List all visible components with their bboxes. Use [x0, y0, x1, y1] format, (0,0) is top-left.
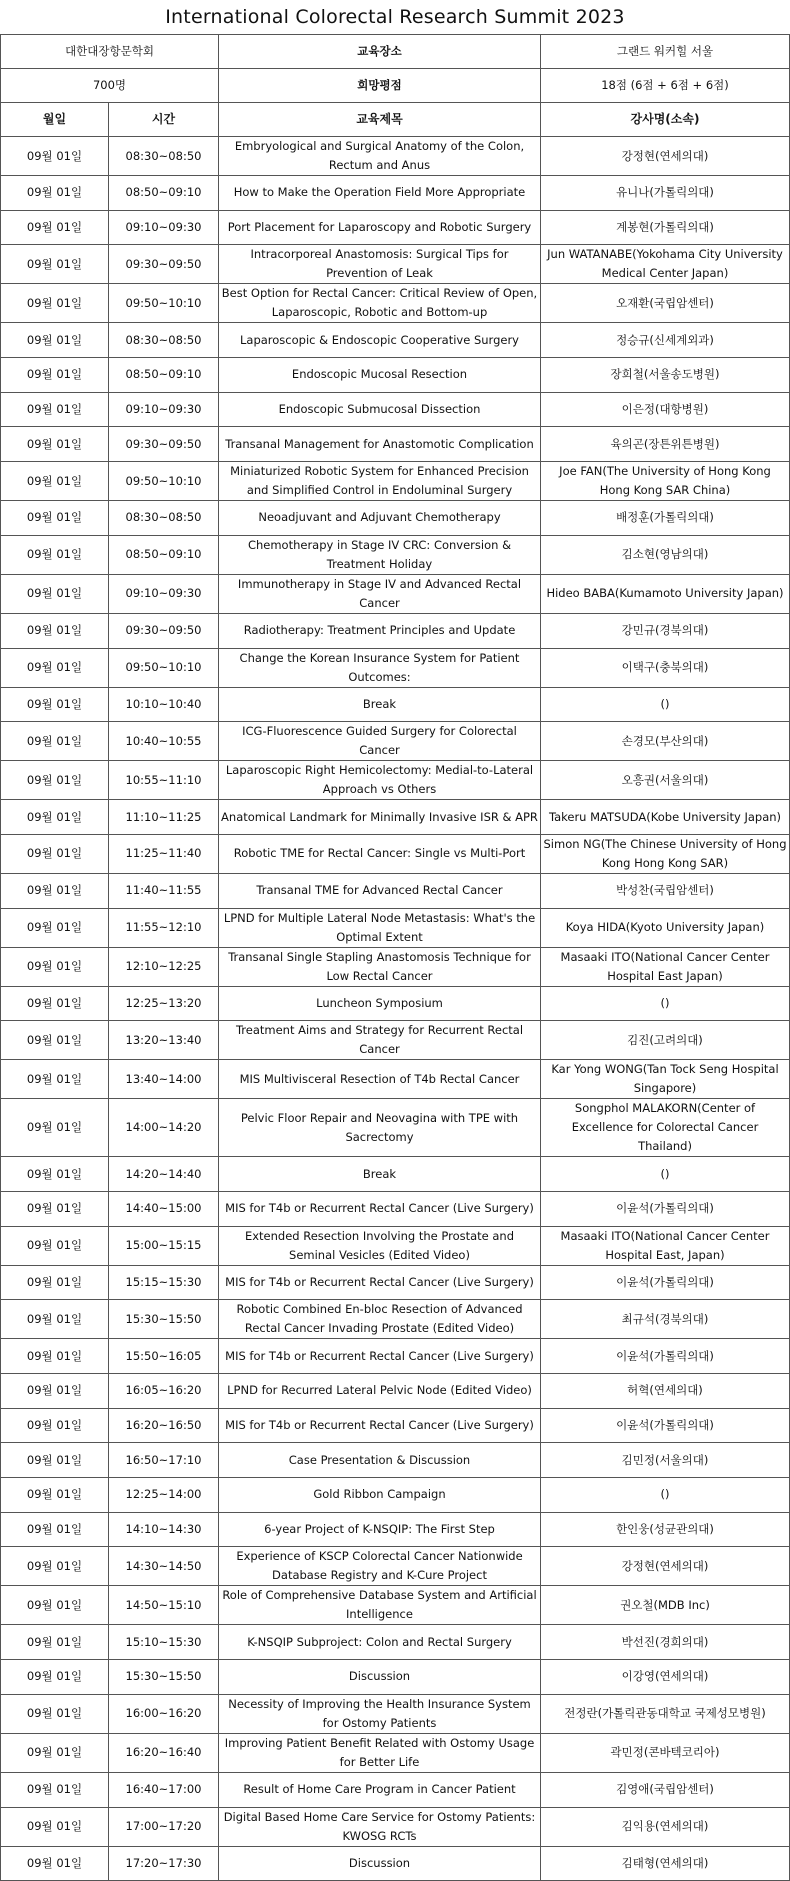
- speaker-cell: 이윤석(가톨릭의대): [541, 1191, 790, 1226]
- table-row: [1, 1021, 790, 1060]
- time-cell: 14:10~14:30: [109, 1512, 219, 1547]
- date-cell: 09월 01일: [1, 1660, 109, 1695]
- speaker-cell: 이택구(충북의대): [541, 648, 790, 687]
- speaker-cell: 이강영(연세의대): [541, 1660, 790, 1695]
- speaker-cell: Songphol MALAKORN(Center of Excellence for Colorectal Cancer Thailand): [541, 1099, 790, 1157]
- topic-cell: MIS for T4b or Recurrent Rectal Cancer (Live Surgery): [219, 1339, 541, 1374]
- table-row: [1, 1374, 790, 1409]
- speaker-cell: 오재환(국립암센터): [541, 284, 790, 323]
- table-row: [1, 535, 790, 574]
- date-cell: 09월 01일: [1, 722, 109, 761]
- time-cell: 10:10~10:40: [109, 687, 219, 722]
- table-row: [1, 1339, 790, 1374]
- time-cell: 11:25~11:40: [109, 834, 219, 873]
- speaker-cell: 김소현(영남의대): [541, 535, 790, 574]
- table-row: [1, 1157, 790, 1192]
- time-cell: 09:10~09:30: [109, 210, 219, 245]
- topic-cell: Radiotherapy: Treatment Principles and Update: [219, 613, 541, 648]
- time-cell: 09:30~09:50: [109, 245, 219, 284]
- speaker-cell: Simon NG(The Chinese University of Hong Kong Hong Kong SAR): [541, 834, 790, 873]
- speaker-cell: 권오철(MDB Inc): [541, 1586, 790, 1625]
- date-cell: 09월 01일: [1, 501, 109, 536]
- table-row: [1, 1694, 790, 1733]
- speaker-cell: 정승규(신세계외과): [541, 323, 790, 358]
- date-cell: 09월 01일: [1, 1408, 109, 1443]
- topic-cell: 6-year Project of K-NSQIP: The First Step: [219, 1512, 541, 1547]
- info-row-place: [1, 35, 790, 69]
- topic-cell: Laparoscopic Right Hemicolectomy: Medial-to-Lateral Approach vs Others: [219, 761, 541, 800]
- date-cell: 09월 01일: [1, 535, 109, 574]
- time-cell: 16:20~16:50: [109, 1408, 219, 1443]
- header-speaker: 강사명(소속): [541, 103, 790, 137]
- time-cell: 16:40~17:00: [109, 1772, 219, 1807]
- date-cell: 09월 01일: [1, 873, 109, 908]
- topic-cell: Case Presentation & Discussion: [219, 1443, 541, 1478]
- table-row: [1, 873, 790, 908]
- table-row: [1, 1846, 790, 1881]
- date-cell: 09월 01일: [1, 1478, 109, 1513]
- table-row: [1, 358, 790, 393]
- topic-cell: Transanal Single Stapling Anastomosis Technique for Low Rectal Cancer: [219, 947, 541, 986]
- topic-cell: K-NSQIP Subproject: Colon and Rectal Surgery: [219, 1625, 541, 1660]
- topic-cell: Robotic Combined En-bloc Resection of Advanced Rectal Cancer Invading Prostate (Edited Video): [219, 1300, 541, 1339]
- time-cell: 09:10~09:30: [109, 574, 219, 613]
- date-cell: 09월 01일: [1, 1772, 109, 1807]
- topic-cell: Robotic TME for Rectal Cancer: Single vs Multi-Port: [219, 834, 541, 873]
- time-cell: 13:20~13:40: [109, 1021, 219, 1060]
- topic-cell: Discussion: [219, 1660, 541, 1695]
- score-label: 희망평점: [219, 69, 541, 103]
- date-cell: 09월 01일: [1, 986, 109, 1021]
- speaker-cell: Takeru MATSUDA(Kobe University Japan): [541, 800, 790, 835]
- topic-cell: Port Placement for Laparoscopy and Robotic Surgery: [219, 210, 541, 245]
- time-cell: 11:10~11:25: [109, 800, 219, 835]
- table-row: [1, 210, 790, 245]
- topic-cell: LPND for Multiple Lateral Node Metastasis: What's the Optimal Extent: [219, 908, 541, 947]
- topic-cell: Miniaturized Robotic System for Enhanced Precision and Simplified Control in Endoluminal Surgery: [219, 462, 541, 501]
- time-cell: 15:15~15:30: [109, 1265, 219, 1300]
- table-row: [1, 1099, 790, 1157]
- topic-cell: Role of Comprehensive Database System and Artificial Intelligence: [219, 1586, 541, 1625]
- date-cell: 09월 01일: [1, 462, 109, 501]
- time-cell: 09:50~10:10: [109, 462, 219, 501]
- table-row: [1, 323, 790, 358]
- topic-cell: Endoscopic Mucosal Resection: [219, 358, 541, 393]
- table-row: [1, 1625, 790, 1660]
- place-value: 그랜드 워커힐 서울: [541, 35, 790, 69]
- date-cell: 09월 01일: [1, 1021, 109, 1060]
- date-cell: 09월 01일: [1, 1191, 109, 1226]
- topic-cell: MIS Multivisceral Resection of T4b Rectal Cancer: [219, 1060, 541, 1099]
- time-cell: 14:50~15:10: [109, 1586, 219, 1625]
- table-row: [1, 908, 790, 947]
- document-title: International Colorectal Research Summit 2023: [165, 6, 625, 28]
- date-cell: 09월 01일: [1, 574, 109, 613]
- capacity-cell: 700명: [1, 69, 219, 103]
- date-cell: 09월 01일: [1, 1547, 109, 1586]
- date-cell: 09월 01일: [1, 1157, 109, 1192]
- time-cell: 17:20~17:30: [109, 1846, 219, 1881]
- time-cell: 09:50~10:10: [109, 284, 219, 323]
- time-cell: 16:50~17:10: [109, 1443, 219, 1478]
- date-cell: 09월 01일: [1, 392, 109, 427]
- speaker-cell: 김태형(연세의대): [541, 1846, 790, 1881]
- date-cell: 09월 01일: [1, 1694, 109, 1733]
- speaker-cell: Koya HIDA(Kyoto University Japan): [541, 908, 790, 947]
- date-cell: 09월 01일: [1, 1099, 109, 1157]
- header-date: 월일: [1, 103, 109, 137]
- speaker-cell: 강민규(경북의대): [541, 613, 790, 648]
- speaker-cell: 배정훈(가톨릭의대): [541, 501, 790, 536]
- speaker-cell: 이윤석(가톨릭의대): [541, 1339, 790, 1374]
- date-cell: 09월 01일: [1, 176, 109, 211]
- score-value: 18점 (6점 + 6점 + 6점): [541, 69, 790, 103]
- time-cell: 08:50~09:10: [109, 176, 219, 211]
- info-row-score: [1, 69, 790, 103]
- topic-cell: Extended Resection Involving the Prostate and Seminal Vesicles (Edited Video): [219, 1226, 541, 1265]
- time-cell: 12:25~14:00: [109, 1478, 219, 1513]
- time-cell: 10:55~11:10: [109, 761, 219, 800]
- date-cell: 09월 01일: [1, 648, 109, 687]
- topic-cell: Discussion: [219, 1846, 541, 1881]
- date-cell: 09월 01일: [1, 1226, 109, 1265]
- speaker-cell: Hideo BABA(Kumamoto University Japan): [541, 574, 790, 613]
- date-cell: 09월 01일: [1, 210, 109, 245]
- speaker-cell: (): [541, 1478, 790, 1513]
- date-cell: 09월 01일: [1, 323, 109, 358]
- table-row: [1, 1660, 790, 1695]
- speaker-cell: 유니나(가톨릭의대): [541, 176, 790, 211]
- speaker-cell: Kar Yong WONG(Tan Tock Seng Hospital Singapore): [541, 1060, 790, 1099]
- date-cell: 09월 01일: [1, 358, 109, 393]
- table-row: [1, 1512, 790, 1547]
- time-cell: 09:10~09:30: [109, 392, 219, 427]
- table-row: [1, 986, 790, 1021]
- table-row: [1, 392, 790, 427]
- table-row: [1, 648, 790, 687]
- time-cell: 10:40~10:55: [109, 722, 219, 761]
- time-cell: 08:50~09:10: [109, 535, 219, 574]
- time-cell: 09:30~09:50: [109, 613, 219, 648]
- time-cell: 09:30~09:50: [109, 427, 219, 462]
- time-cell: 08:30~08:50: [109, 323, 219, 358]
- time-cell: 11:55~12:10: [109, 908, 219, 947]
- table-row: [1, 1265, 790, 1300]
- topic-cell: Embryological and Surgical Anatomy of the Colon, Rectum and Anus: [219, 137, 541, 176]
- time-cell: 14:30~14:50: [109, 1547, 219, 1586]
- table-row: [1, 800, 790, 835]
- date-cell: 09월 01일: [1, 800, 109, 835]
- time-cell: 14:20~14:40: [109, 1157, 219, 1192]
- time-cell: 11:40~11:55: [109, 873, 219, 908]
- time-cell: 15:50~16:05: [109, 1339, 219, 1374]
- speaker-cell: 전정란(가톨릭관동대학교 국제성모병원): [541, 1694, 790, 1733]
- date-cell: 09월 01일: [1, 137, 109, 176]
- topic-cell: Endoscopic Submucosal Dissection: [219, 392, 541, 427]
- table-row: [1, 1478, 790, 1513]
- date-cell: 09월 01일: [1, 1374, 109, 1409]
- topic-cell: Intracorporeal Anastomosis: Surgical Tips for Prevention of Leak: [219, 245, 541, 284]
- time-cell: 16:20~16:40: [109, 1733, 219, 1772]
- table-row: [1, 1191, 790, 1226]
- table-row: [1, 245, 790, 284]
- speaker-cell: Masaaki ITO(National Cancer Center Hospital East Japan): [541, 947, 790, 986]
- topic-cell: How to Make the Operation Field More Appropriate: [219, 176, 541, 211]
- topic-cell: Transanal TME for Advanced Rectal Cancer: [219, 873, 541, 908]
- time-cell: 16:05~16:20: [109, 1374, 219, 1409]
- speaker-cell: 김영애(국립암센터): [541, 1772, 790, 1807]
- topic-cell: Necessity of Improving the Health Insurance System for Ostomy Patients: [219, 1694, 541, 1733]
- time-cell: 12:25~13:20: [109, 986, 219, 1021]
- speaker-cell: 오흥권(서울의대): [541, 761, 790, 800]
- speaker-cell: 이은정(대항병원): [541, 392, 790, 427]
- time-cell: 15:30~15:50: [109, 1660, 219, 1695]
- date-cell: 09월 01일: [1, 1586, 109, 1625]
- time-cell: 16:00~16:20: [109, 1694, 219, 1733]
- speaker-cell: 강정현(연세의대): [541, 137, 790, 176]
- date-cell: 09월 01일: [1, 1300, 109, 1339]
- table-row: [1, 613, 790, 648]
- topic-cell: Anatomical Landmark for Minimally Invasive ISR & APR: [219, 800, 541, 835]
- speaker-cell: Joe FAN(The University of Hong Kong Hong Kong SAR China): [541, 462, 790, 501]
- table-row: [1, 574, 790, 613]
- topic-cell: Improving Patient Benefit Related with Ostomy Usage for Better Life: [219, 1733, 541, 1772]
- speaker-cell: 곽민정(콘바텍코리아): [541, 1733, 790, 1772]
- date-cell: 09월 01일: [1, 834, 109, 873]
- speaker-cell: (): [541, 1157, 790, 1192]
- date-cell: 09월 01일: [1, 761, 109, 800]
- speaker-cell: 육의곤(장튼위튼병원): [541, 427, 790, 462]
- date-cell: 09월 01일: [1, 1512, 109, 1547]
- date-cell: 09월 01일: [1, 1443, 109, 1478]
- date-cell: 09월 01일: [1, 1265, 109, 1300]
- table-row: [1, 1586, 790, 1625]
- time-cell: 12:10~12:25: [109, 947, 219, 986]
- date-cell: 09월 01일: [1, 1733, 109, 1772]
- table-row: [1, 1060, 790, 1099]
- header-time: 시간: [109, 103, 219, 137]
- date-cell: 09월 01일: [1, 613, 109, 648]
- date-cell: 09월 01일: [1, 245, 109, 284]
- topic-cell: MIS for T4b or Recurrent Rectal Cancer (Live Surgery): [219, 1408, 541, 1443]
- table-row: [1, 1772, 790, 1807]
- speaker-cell: 장희철(서울송도병원): [541, 358, 790, 393]
- table-header-row: [1, 103, 790, 137]
- time-cell: 09:50~10:10: [109, 648, 219, 687]
- organizer-cell: 대한대장항문학회: [1, 35, 219, 69]
- date-cell: 09월 01일: [1, 908, 109, 947]
- date-cell: 09월 01일: [1, 947, 109, 986]
- time-cell: 17:00~17:20: [109, 1807, 219, 1846]
- speaker-cell: 강정현(연세의대): [541, 1547, 790, 1586]
- topic-cell: Neoadjuvant and Adjuvant Chemotherapy: [219, 501, 541, 536]
- table-row: [1, 284, 790, 323]
- topic-cell: Experience of KSCP Colorectal Cancer Nationwide Database Registry and K-Cure Project: [219, 1547, 541, 1586]
- table-row: [1, 1408, 790, 1443]
- table-row: [1, 1300, 790, 1339]
- topic-cell: Laparoscopic & Endoscopic Cooperative Surgery: [219, 323, 541, 358]
- topic-cell: Immunotherapy in Stage IV and Advanced Rectal Cancer: [219, 574, 541, 613]
- speaker-cell: Masaaki ITO(National Cancer Center Hospital East, Japan): [541, 1226, 790, 1265]
- date-cell: 09월 01일: [1, 1625, 109, 1660]
- table-row: [1, 1443, 790, 1478]
- table-row: [1, 722, 790, 761]
- speaker-cell: 김민정(서울의대): [541, 1443, 790, 1478]
- time-cell: 15:00~15:15: [109, 1226, 219, 1265]
- time-cell: 15:10~15:30: [109, 1625, 219, 1660]
- table-row: [1, 137, 790, 176]
- schedule-table: [0, 34, 790, 1881]
- speaker-cell: 김익용(연세의대): [541, 1807, 790, 1846]
- topic-cell: Break: [219, 687, 541, 722]
- topic-cell: Result of Home Care Program in Cancer Patient: [219, 1772, 541, 1807]
- table-row: [1, 687, 790, 722]
- time-cell: 13:40~14:00: [109, 1060, 219, 1099]
- time-cell: 08:50~09:10: [109, 358, 219, 393]
- topic-cell: Pelvic Floor Repair and Neovagina with TPE with Sacrectomy: [219, 1099, 541, 1157]
- topic-cell: Digital Based Home Care Service for Ostomy Patients: KWOSG RCTs: [219, 1807, 541, 1846]
- topic-cell: Break: [219, 1157, 541, 1192]
- date-cell: 09월 01일: [1, 1807, 109, 1846]
- topic-cell: LPND for Recurred Lateral Pelvic Node (Edited Video): [219, 1374, 541, 1409]
- table-row: [1, 176, 790, 211]
- time-cell: 15:30~15:50: [109, 1300, 219, 1339]
- date-cell: 09월 01일: [1, 1339, 109, 1374]
- speaker-cell: 이윤석(가톨릭의대): [541, 1408, 790, 1443]
- speaker-cell: 박성찬(국립암센터): [541, 873, 790, 908]
- speaker-cell: 계봉현(가톨릭의대): [541, 210, 790, 245]
- speaker-cell: (): [541, 687, 790, 722]
- topic-cell: Luncheon Symposium: [219, 986, 541, 1021]
- header-topic: 교육제목: [219, 103, 541, 137]
- speaker-cell: 김진(고려의대): [541, 1021, 790, 1060]
- speaker-cell: 최규석(경북의대): [541, 1300, 790, 1339]
- speaker-cell: Jun WATANABE(Yokohama City University Medical Center Japan): [541, 245, 790, 284]
- date-cell: 09월 01일: [1, 1846, 109, 1881]
- time-cell: 08:30~08:50: [109, 137, 219, 176]
- topic-cell: ICG-Fluorescence Guided Surgery for Colorectal Cancer: [219, 722, 541, 761]
- table-row: [1, 1226, 790, 1265]
- date-cell: 09월 01일: [1, 1060, 109, 1099]
- table-row: [1, 1733, 790, 1772]
- speaker-cell: 이윤석(가톨릭의대): [541, 1265, 790, 1300]
- table-row: [1, 427, 790, 462]
- table-row: [1, 834, 790, 873]
- topic-cell: MIS for T4b or Recurrent Rectal Cancer (Live Surgery): [219, 1191, 541, 1226]
- time-cell: 08:30~08:50: [109, 501, 219, 536]
- date-cell: 09월 01일: [1, 284, 109, 323]
- table-row: [1, 1547, 790, 1586]
- topic-cell: Gold Ribbon Campaign: [219, 1478, 541, 1513]
- place-label: 교육장소: [219, 35, 541, 69]
- topic-cell: MIS for T4b or Recurrent Rectal Cancer (Live Surgery): [219, 1265, 541, 1300]
- time-cell: 14:00~14:20: [109, 1099, 219, 1157]
- speaker-cell: (): [541, 986, 790, 1021]
- table-row: [1, 1807, 790, 1846]
- speaker-cell: 손경모(부산의대): [541, 722, 790, 761]
- topic-cell: Treatment Aims and Strategy for Recurrent Rectal Cancer: [219, 1021, 541, 1060]
- table-row: [1, 947, 790, 986]
- speaker-cell: 박선진(경희의대): [541, 1625, 790, 1660]
- date-cell: 09월 01일: [1, 427, 109, 462]
- table-row: [1, 462, 790, 501]
- topic-cell: Best Option for Rectal Cancer: Critical Review of Open, Laparoscopic, Robotic and Bottom-up: [219, 284, 541, 323]
- topic-cell: Chemotherapy in Stage IV CRC: Conversion & Treatment Holiday: [219, 535, 541, 574]
- speaker-cell: 허혁(연세의대): [541, 1374, 790, 1409]
- topic-cell: Change the Korean Insurance System for Patient Outcomes:: [219, 648, 541, 687]
- table-row: [1, 761, 790, 800]
- date-cell: 09월 01일: [1, 687, 109, 722]
- time-cell: 14:40~15:00: [109, 1191, 219, 1226]
- speaker-cell: 한인웅(성균관의대): [541, 1512, 790, 1547]
- table-row: [1, 501, 790, 536]
- topic-cell: Transanal Management for Anastomotic Complication: [219, 427, 541, 462]
